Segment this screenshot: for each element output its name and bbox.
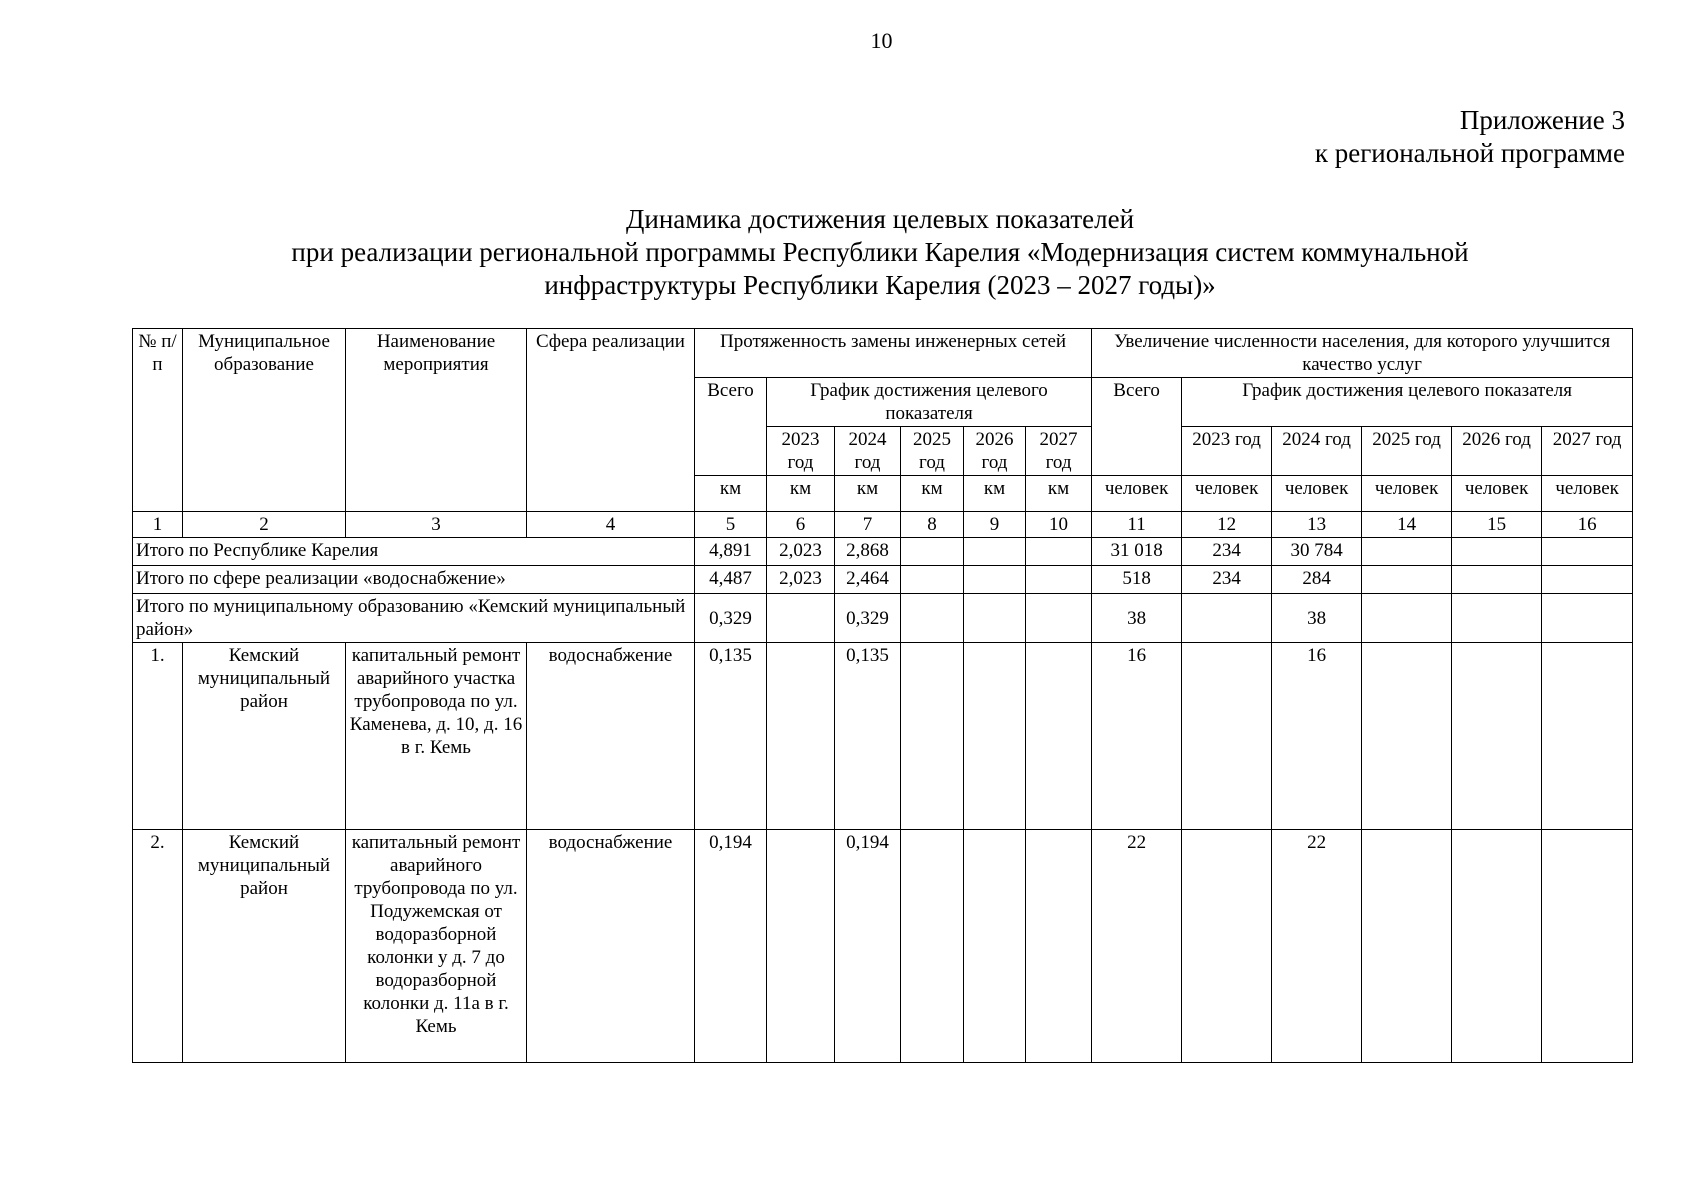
appendix-note	[1315, 104, 1625, 170]
summary-value	[1026, 538, 1092, 566]
summary-value: 38	[1272, 594, 1362, 643]
row-municipality: Кемский муниципальный район	[183, 830, 346, 1063]
row-value	[1362, 643, 1452, 830]
unit-people: человек	[1362, 476, 1452, 512]
page-number: 10	[870, 28, 893, 53]
row-event: капитальный ремонт аварийного участка трубопровода по ул. Каменева, д. 10, д. 16 в г. Кемь	[346, 643, 527, 830]
row-sphere: водоснабжение	[527, 643, 695, 830]
row-value	[1182, 830, 1272, 1063]
header-sphere: Сфера реализации	[527, 329, 695, 512]
title-line-2: при реализации региональной программы Республики Карелия «Модернизация систем коммунальной	[291, 237, 1469, 267]
row-value	[1362, 830, 1452, 1063]
column-number-cell: 11	[1092, 512, 1182, 538]
unit-people: человек	[1272, 476, 1362, 512]
unit-people: человек	[1452, 476, 1542, 512]
summary-row	[133, 538, 1633, 566]
unit-km: км	[695, 476, 767, 512]
column-number-cell: 4	[527, 512, 695, 538]
summary-value: 234	[1182, 566, 1272, 594]
row-value	[901, 643, 964, 830]
unit-km: км	[964, 476, 1026, 512]
header-people-2025: 2025 год	[1362, 427, 1452, 476]
row-value	[1182, 643, 1272, 830]
header-num: № п/п	[133, 329, 183, 512]
summary-label: Итого по сфере реализации «водоснабжение»	[133, 566, 695, 594]
row-value	[1452, 643, 1542, 830]
summary-value	[901, 538, 964, 566]
document-title	[130, 203, 1630, 302]
row-value	[1542, 830, 1633, 1063]
summary-value	[1452, 594, 1542, 643]
summary-value	[1542, 594, 1633, 643]
unit-km: км	[901, 476, 964, 512]
unit-km: км	[767, 476, 835, 512]
column-number-cell: 12	[1182, 512, 1272, 538]
summary-value: 4,487	[695, 566, 767, 594]
summary-value	[1026, 566, 1092, 594]
row-municipality: Кемский муниципальный район	[183, 643, 346, 830]
column-number-cell: 13	[1272, 512, 1362, 538]
summary-value	[964, 594, 1026, 643]
unit-km: км	[835, 476, 901, 512]
summary-value: 518	[1092, 566, 1182, 594]
header-people-2024: 2024 год	[1272, 427, 1362, 476]
header-event: Наименование мероприятия	[346, 329, 527, 512]
summary-value: 234	[1182, 538, 1272, 566]
summary-label: Итого по Республике Карелия	[133, 538, 695, 566]
summary-value	[1182, 594, 1272, 643]
summary-value	[1542, 566, 1633, 594]
summary-value: 2,023	[767, 538, 835, 566]
appendix-line-2: к региональной программе	[1314, 138, 1625, 168]
row-value: 0,135	[835, 643, 901, 830]
unit-km: км	[1026, 476, 1092, 512]
column-number-cell: 6	[767, 512, 835, 538]
header-municipality: Муниципальное образование	[183, 329, 346, 512]
column-number-cell: 9	[964, 512, 1026, 538]
column-numbers-row	[133, 512, 1633, 538]
row-event: капитальный ремонт аварийного трубопровода по ул. Подужемская от водоразборной колонки у д. 7 до водоразборной колонки д. 11а в г. Кемь	[346, 830, 527, 1063]
appendix-line-1: Приложение 3	[1459, 105, 1625, 135]
row-sphere: водоснабжение	[527, 830, 695, 1063]
summary-value	[1452, 538, 1542, 566]
row-value	[1452, 830, 1542, 1063]
header-total-km: Всего	[695, 378, 767, 476]
summary-value	[901, 594, 964, 643]
header-population: Увеличение численности населения, для которого улучшится качество услуг	[1092, 329, 1633, 378]
table-row	[133, 830, 1633, 1063]
column-number-cell: 8	[901, 512, 964, 538]
column-number-cell: 16	[1542, 512, 1633, 538]
column-number-cell: 2	[183, 512, 346, 538]
summary-value: 0,329	[835, 594, 901, 643]
summary-value: 30 784	[1272, 538, 1362, 566]
unit-people: человек	[1092, 476, 1182, 512]
row-value: 16	[1272, 643, 1362, 830]
row-value	[964, 643, 1026, 830]
column-number-cell: 14	[1362, 512, 1452, 538]
header-schedule-people: График достижения целевого показателя	[1182, 378, 1633, 427]
header-network-length: Протяженность замены инженерных сетей	[695, 329, 1092, 378]
summary-row	[133, 594, 1633, 643]
title-line-3: инфраструктуры Республики Карелия (2023 – 2027 годы)»	[544, 270, 1216, 300]
row-value	[767, 830, 835, 1063]
summary-value: 0,329	[695, 594, 767, 643]
header-km-2023: 2023 год	[767, 427, 835, 476]
summary-value: 31 018	[1092, 538, 1182, 566]
header-km-2027: 2027 год	[1026, 427, 1092, 476]
summary-value	[1362, 594, 1452, 643]
summary-value: 38	[1092, 594, 1182, 643]
header-km-2025: 2025 год	[901, 427, 964, 476]
column-number-cell: 7	[835, 512, 901, 538]
row-number: 2.	[133, 830, 183, 1063]
header-people-2027: 2027 год	[1542, 427, 1633, 476]
column-number-cell: 1	[133, 512, 183, 538]
row-number: 1.	[133, 643, 183, 830]
column-number-cell: 15	[1452, 512, 1542, 538]
row-value	[1026, 830, 1092, 1063]
column-number-cell: 3	[346, 512, 527, 538]
row-value: 0,194	[835, 830, 901, 1063]
header-people-2026: 2026 год	[1452, 427, 1542, 476]
summary-value	[964, 566, 1026, 594]
header-total-people: Всего	[1092, 378, 1182, 476]
summary-value: 2,023	[767, 566, 835, 594]
header-schedule-km: График достижения целевого показателя	[767, 378, 1092, 427]
table-row	[133, 643, 1633, 830]
column-number-cell: 10	[1026, 512, 1092, 538]
unit-people: человек	[1542, 476, 1633, 512]
row-value: 16	[1092, 643, 1182, 830]
unit-people: человек	[1182, 476, 1272, 512]
summary-value: 2,868	[835, 538, 901, 566]
row-value	[767, 643, 835, 830]
summary-value	[964, 538, 1026, 566]
summary-value	[767, 594, 835, 643]
summary-value	[1362, 566, 1452, 594]
summary-value	[1542, 538, 1633, 566]
summary-value: 2,464	[835, 566, 901, 594]
summary-value: 284	[1272, 566, 1362, 594]
summary-value	[1452, 566, 1542, 594]
row-value	[1026, 643, 1092, 830]
column-number-cell: 5	[695, 512, 767, 538]
summary-label: Итого по муниципальному образованию «Кемский муниципальный район»	[133, 594, 695, 643]
summary-value	[1026, 594, 1092, 643]
summary-value: 4,891	[695, 538, 767, 566]
summary-row	[133, 566, 1633, 594]
header-km-2024: 2024 год	[835, 427, 901, 476]
header-km-2026: 2026 год	[964, 427, 1026, 476]
summary-value	[901, 566, 964, 594]
title-line-1: Динамика достижения целевых показателей	[625, 204, 1135, 234]
row-value: 22	[1092, 830, 1182, 1063]
header-people-2023: 2023 год	[1182, 427, 1272, 476]
indicators-table	[132, 328, 1633, 1063]
row-value	[1542, 643, 1633, 830]
row-value: 22	[1272, 830, 1362, 1063]
indicators-table-wrapper	[132, 328, 1632, 1063]
summary-value	[1362, 538, 1452, 566]
row-value	[901, 830, 964, 1063]
row-value	[964, 830, 1026, 1063]
row-value: 0,194	[695, 830, 767, 1063]
row-value: 0,135	[695, 643, 767, 830]
